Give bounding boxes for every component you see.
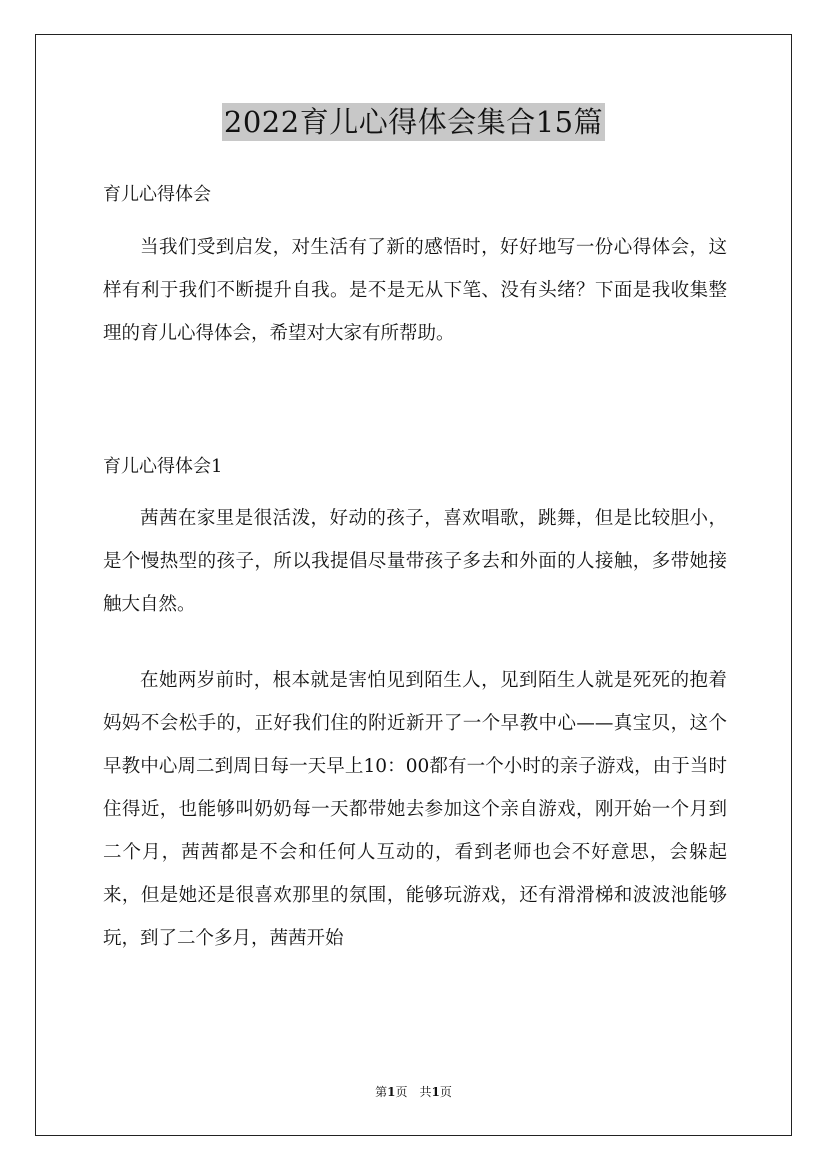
footer-page-current: 1 <box>387 1085 396 1099</box>
title-wrap <box>0 103 827 141</box>
footer-prefix: 第 <box>375 1085 388 1099</box>
intro-heading: 育儿心得体会 <box>103 184 211 205</box>
section1-heading: 育儿心得体会1 <box>103 456 223 477</box>
page-footer <box>0 1083 827 1101</box>
intro-paragraph: 当我们受到启发，对生活有了新的感悟时，好好地写一份心得体会，这样有利于我们不断提升自我。是不是无从下笔、没有头绪？下面是我收集整理的育儿心得体会，希望对大家有所帮助。 <box>103 237 727 344</box>
section1-paragraph-2: 在她两岁前时，根本就是害怕见到陌生人，见到陌生人就是死死的抱着妈妈不会松手的，正好我们住的附近新开了一个早教中心——真宝贝，这个早教中心周二到周日每一天早上10：00都有一个小时的亲子游戏，由于当时住得近，也能够叫奶奶每一天都带她去参加这个亲自游戏，刚开始一个月到二个月，茜茜都是不会和任何人互动的，看到老师也会不好意思，会躲起来，但是她还是很喜欢那里的氛围，能够玩游戏，还有滑滑梯和波波池能够玩，到了二个多月，茜茜开始 <box>103 670 727 949</box>
document-title: 2022育儿心得体会集合15篇 <box>223 105 604 139</box>
footer-suffix: 页 <box>439 1085 452 1099</box>
footer-mid: 页 共 <box>395 1085 432 1099</box>
section1-paragraph-1: 茜茜在家里是很活泼，好动的孩子，喜欢唱歌，跳舞，但是比较胆小，是个慢热型的孩子，所以我提倡尽量带孩子多去和外面的人接触，多带她接触大自然。 <box>103 508 727 615</box>
footer-page-total: 1 <box>431 1085 440 1099</box>
